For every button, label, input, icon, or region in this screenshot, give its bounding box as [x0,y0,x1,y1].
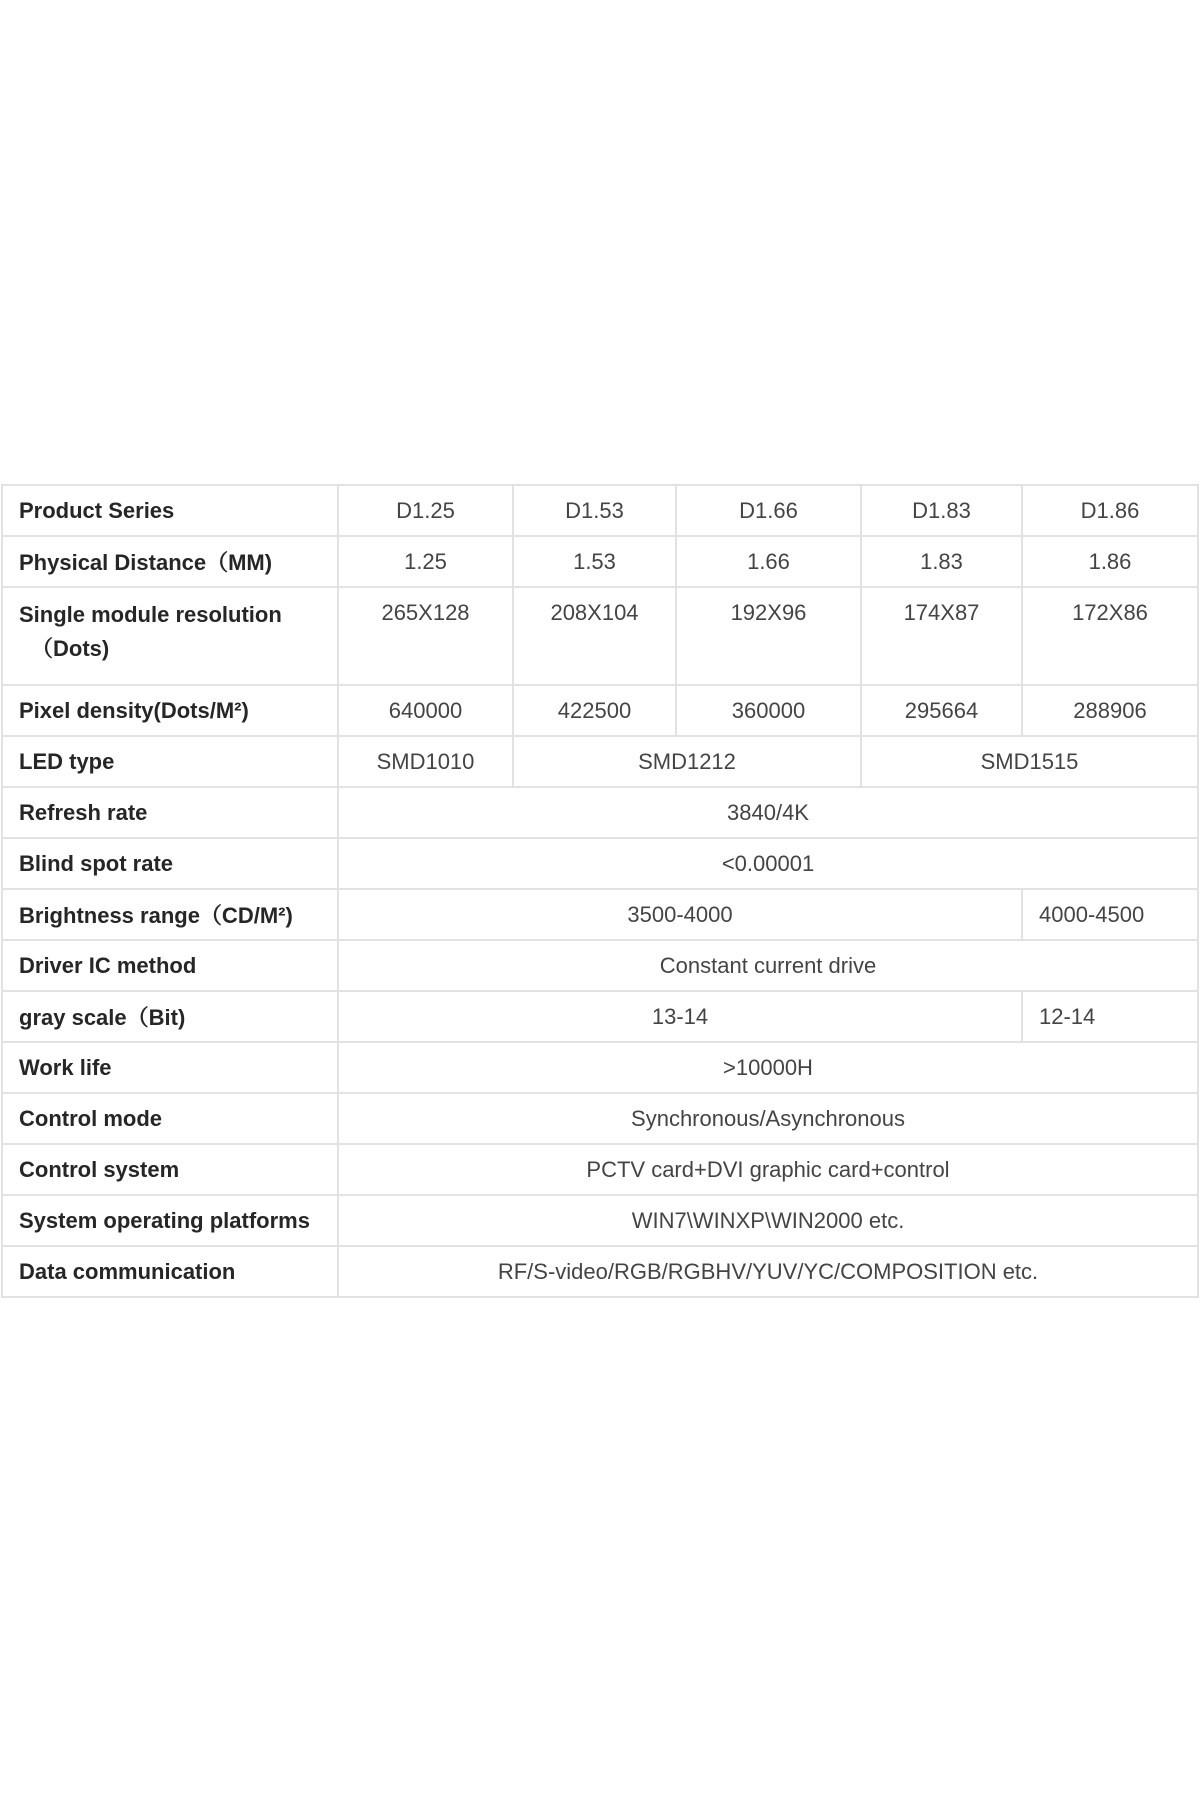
table-row-blind-spot-rate [2,838,1198,889]
table-row-physical-distance [2,536,1198,587]
table-cell: 360000 [676,685,861,736]
table-cell: 208X104 [513,587,676,685]
table-cell: 1.83 [861,536,1022,587]
row-label: Physical Distance（MM) [2,536,338,587]
table-row-brightness-range [2,889,1198,940]
table-cell: 3500-4000 [338,889,1022,940]
table-row-driver-ic-method [2,940,1198,991]
row-label: System operating platforms [2,1195,338,1246]
table-row-led-type [2,736,1198,787]
table-cell: 4000-4500 [1022,889,1198,940]
row-label: gray scale（Bit) [2,991,338,1042]
table-cell: Constant current drive [338,940,1198,991]
table-row-control-system [2,1144,1198,1195]
table-cell: 288906 [1022,685,1198,736]
table-cell: <0.00001 [338,838,1198,889]
row-label: Pixel density(Dots/M²) [2,685,338,736]
row-label: Control mode [2,1093,338,1144]
table-cell: Synchronous/Asynchronous [338,1093,1198,1144]
table-cell: 1.66 [676,536,861,587]
row-label: Product Series [2,485,338,536]
row-label-line2: （Dots) [31,636,110,661]
table-row-system-operating-platforms [2,1195,1198,1246]
table-cell: 174X87 [861,587,1022,685]
table-cell: PCTV card+DVI graphic card+control [338,1144,1198,1195]
table-cell: 192X96 [676,587,861,685]
table-cell: >10000H [338,1042,1198,1093]
table-cell: D1.25 [338,485,513,536]
table-cell: D1.53 [513,485,676,536]
table-row-refresh-rate [2,787,1198,838]
table-row-gray-scale [2,991,1198,1042]
table-cell: 3840/4K [338,787,1198,838]
table-cell: SMD1515 [861,736,1198,787]
table-cell: 172X86 [1022,587,1198,685]
row-label [2,587,338,685]
row-label: Blind spot rate [2,838,338,889]
table-cell: WIN7\WINXP\WIN2000 etc. [338,1195,1198,1246]
row-label: Refresh rate [2,787,338,838]
row-label: Data communication [2,1246,338,1297]
table-row-product-series [2,485,1198,536]
table-row-control-mode [2,1093,1198,1144]
table-row-pixel-density [2,685,1198,736]
table-cell: 12-14 [1022,991,1198,1042]
table-cell: 265X128 [338,587,513,685]
row-label: LED type [2,736,338,787]
table-cell: 422500 [513,685,676,736]
table-cell: 295664 [861,685,1022,736]
row-label: Control system [2,1144,338,1195]
row-label-line1: Single module resolution [19,602,282,627]
row-label: Brightness range（CD/M²) [2,889,338,940]
table-cell: 1.53 [513,536,676,587]
table-cell: SMD1010 [338,736,513,787]
table-cell: RF/S-video/RGB/RGBHV/YUV/YC/COMPOSITION etc. [338,1246,1198,1297]
table-cell: 1.86 [1022,536,1198,587]
table-row-data-communication [2,1246,1198,1297]
table-cell: 640000 [338,685,513,736]
table-cell: D1.66 [676,485,861,536]
table-cell: SMD1212 [513,736,861,787]
table-row-single-module-resolution [2,587,1198,685]
table-cell: 1.25 [338,536,513,587]
table-cell: D1.83 [861,485,1022,536]
table-cell: 13-14 [338,991,1022,1042]
row-label: Driver IC method [2,940,338,991]
table-cell: D1.86 [1022,485,1198,536]
row-label: Work life [2,1042,338,1093]
table-row-work-life [2,1042,1198,1093]
spec-table [1,484,1199,1298]
